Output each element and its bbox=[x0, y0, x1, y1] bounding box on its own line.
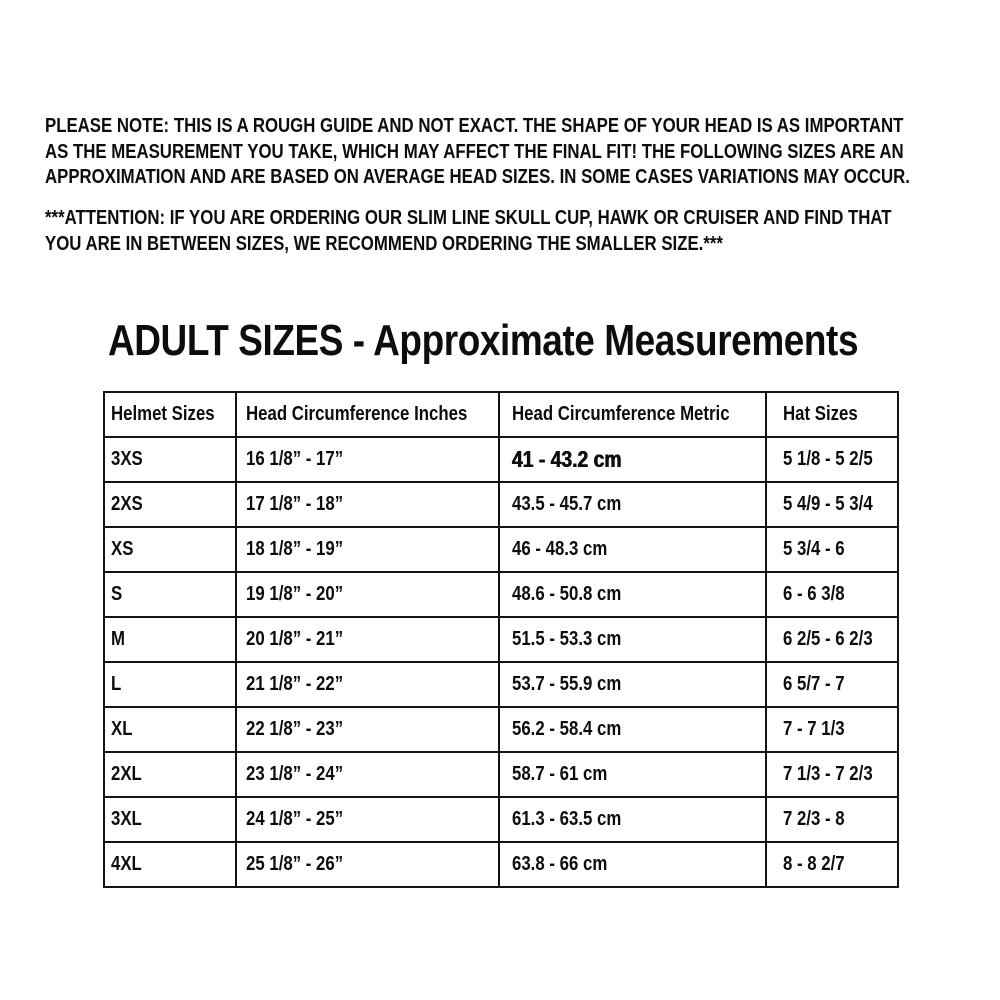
attention-line-1: ***ATTENTION: IF YOU ARE ORDERING OUR SLIM LINE SKULL CUP, HAWK OR CRUISER AND FIND THAT bbox=[45, 207, 892, 229]
metric-cell bbox=[499, 482, 766, 527]
inches-value: 19 1/8” - 20” bbox=[246, 583, 344, 605]
inches-cell bbox=[236, 662, 499, 707]
table-row bbox=[104, 482, 898, 527]
helmet-size-value: 3XS bbox=[111, 448, 143, 470]
helmet-size-cell bbox=[104, 617, 236, 662]
adult-sizes-table bbox=[103, 391, 899, 888]
metric-cell bbox=[499, 437, 766, 482]
helmet-size-value: S bbox=[111, 583, 123, 605]
hat-size-cell bbox=[766, 437, 898, 482]
section-title-text: ADULT SIZES - Approximate Measurements bbox=[108, 316, 859, 365]
hat-size-value: 6 2/5 - 6 2/3 bbox=[783, 628, 873, 650]
hat-size-cell bbox=[766, 527, 898, 572]
metric-value: 43.5 - 45.7 cm bbox=[512, 493, 622, 515]
metric-value: 63.8 - 66 cm bbox=[512, 853, 608, 875]
hat-size-value: 5 3/4 - 6 bbox=[783, 538, 845, 560]
helmet-size-cell bbox=[104, 842, 236, 887]
inches-value: 22 1/8” - 23” bbox=[246, 718, 344, 740]
helmet-size-cell bbox=[104, 527, 236, 572]
column-header-label: Helmet Sizes bbox=[111, 403, 215, 425]
helmet-size-value: 2XS bbox=[111, 493, 143, 515]
column-header-circumference-metric bbox=[499, 392, 766, 437]
metric-value: 53.7 - 55.9 cm bbox=[512, 673, 622, 695]
inches-cell bbox=[236, 572, 499, 617]
hat-size-cell bbox=[766, 662, 898, 707]
hat-size-cell bbox=[766, 842, 898, 887]
metric-cell bbox=[499, 617, 766, 662]
inches-cell bbox=[236, 437, 499, 482]
metric-cell bbox=[499, 662, 766, 707]
metric-cell bbox=[499, 527, 766, 572]
column-header-helmet-sizes bbox=[104, 392, 236, 437]
metric-cell bbox=[499, 572, 766, 617]
helmet-size-cell bbox=[104, 707, 236, 752]
hat-size-value: 6 5/7 - 7 bbox=[783, 673, 845, 695]
inches-cell bbox=[236, 752, 499, 797]
metric-value: 46 - 48.3 cm bbox=[512, 538, 608, 560]
helmet-size-value: 3XL bbox=[111, 808, 142, 830]
metric-value: 58.7 - 61 cm bbox=[512, 763, 608, 785]
section-title bbox=[108, 318, 1000, 364]
column-header-label: Head Circumference Inches bbox=[246, 403, 468, 425]
metric-value: 41 - 43.2 cm bbox=[512, 446, 622, 472]
helmet-size-value: XS bbox=[111, 538, 134, 560]
helmet-size-cell bbox=[104, 437, 236, 482]
helmet-size-value: M bbox=[111, 628, 126, 650]
inches-value: 18 1/8” - 19” bbox=[246, 538, 344, 560]
inches-value: 16 1/8” - 17” bbox=[246, 448, 344, 470]
table-row bbox=[104, 527, 898, 572]
inches-cell bbox=[236, 617, 499, 662]
helmet-size-cell bbox=[104, 572, 236, 617]
table-header-row bbox=[104, 392, 898, 437]
inches-value: 21 1/8” - 22” bbox=[246, 673, 344, 695]
helmet-size-cell bbox=[104, 797, 236, 842]
metric-cell bbox=[499, 797, 766, 842]
inches-value: 25 1/8” - 26” bbox=[246, 853, 344, 875]
helmet-size-cell bbox=[104, 482, 236, 527]
metric-value: 48.6 - 50.8 cm bbox=[512, 583, 622, 605]
metric-cell bbox=[499, 842, 766, 887]
attention-paragraph bbox=[45, 206, 1000, 257]
column-header-circumference-inches bbox=[236, 392, 499, 437]
inches-cell bbox=[236, 527, 499, 572]
hat-size-cell bbox=[766, 482, 898, 527]
helmet-size-cell bbox=[104, 752, 236, 797]
metric-value: 61.3 - 63.5 cm bbox=[512, 808, 622, 830]
hat-size-value: 7 1/3 - 7 2/3 bbox=[783, 763, 873, 785]
metric-cell bbox=[499, 707, 766, 752]
metric-cell bbox=[499, 752, 766, 797]
helmet-size-cell bbox=[104, 662, 236, 707]
inches-value: 17 1/8” - 18” bbox=[246, 493, 344, 515]
hat-size-value: 5 1/8 - 5 2/5 bbox=[783, 448, 873, 470]
inches-cell bbox=[236, 797, 499, 842]
helmet-size-value: 2XL bbox=[111, 763, 142, 785]
table-row bbox=[104, 752, 898, 797]
table-row bbox=[104, 617, 898, 662]
table-row bbox=[104, 662, 898, 707]
table-body bbox=[104, 437, 898, 887]
hat-size-value: 7 - 7 1/3 bbox=[783, 718, 845, 740]
column-header-label: Head Circumference Metric bbox=[512, 403, 730, 425]
metric-value: 56.2 - 58.4 cm bbox=[512, 718, 622, 740]
hat-size-cell bbox=[766, 752, 898, 797]
please-note-paragraph bbox=[45, 114, 1000, 191]
inches-cell bbox=[236, 707, 499, 752]
inches-cell bbox=[236, 842, 499, 887]
inches-cell bbox=[236, 482, 499, 527]
metric-value: 51.5 - 53.3 cm bbox=[512, 628, 622, 650]
helmet-size-value: XL bbox=[111, 718, 133, 740]
hat-size-cell bbox=[766, 617, 898, 662]
column-header-hat-sizes bbox=[766, 392, 898, 437]
table-row bbox=[104, 797, 898, 842]
notice-line-1: PLEASE NOTE: THIS IS A ROUGH GUIDE AND NOT EXACT. THE SHAPE OF YOUR HEAD IS AS IMPORTANT bbox=[45, 115, 904, 137]
column-header-label: Hat Sizes bbox=[783, 403, 858, 425]
inches-value: 24 1/8” - 25” bbox=[246, 808, 344, 830]
table-row bbox=[104, 842, 898, 887]
helmet-size-value: L bbox=[111, 673, 122, 695]
inches-value: 23 1/8” - 24” bbox=[246, 763, 344, 785]
inches-value: 20 1/8” - 21” bbox=[246, 628, 344, 650]
hat-size-cell bbox=[766, 707, 898, 752]
hat-size-cell bbox=[766, 572, 898, 617]
hat-size-value: 5 4/9 - 5 3/4 bbox=[783, 493, 873, 515]
table-row bbox=[104, 707, 898, 752]
hat-size-cell bbox=[766, 797, 898, 842]
hat-size-value: 8 - 8 2/7 bbox=[783, 853, 845, 875]
attention-line-2: YOU ARE IN BETWEEN SIZES, WE RECOMMEND ORDERING THE SMALLER SIZE.*** bbox=[45, 232, 723, 255]
notice-line-3: APPROXIMATION AND ARE BASED ON AVERAGE HEAD SIZES. IN SOME CASES VARIATIONS MAY OCCUR. bbox=[45, 166, 910, 188]
table-row bbox=[104, 572, 898, 617]
hat-size-value: 7 2/3 - 8 bbox=[783, 808, 845, 830]
notice-line-2: AS THE MEASUREMENT YOU TAKE, WHICH MAY AFFECT THE FINAL FIT! THE FOLLOWING SIZES ARE AN bbox=[45, 140, 904, 163]
hat-size-value: 6 - 6 3/8 bbox=[783, 583, 845, 605]
table-row bbox=[104, 437, 898, 482]
helmet-size-value: 4XL bbox=[111, 853, 142, 875]
